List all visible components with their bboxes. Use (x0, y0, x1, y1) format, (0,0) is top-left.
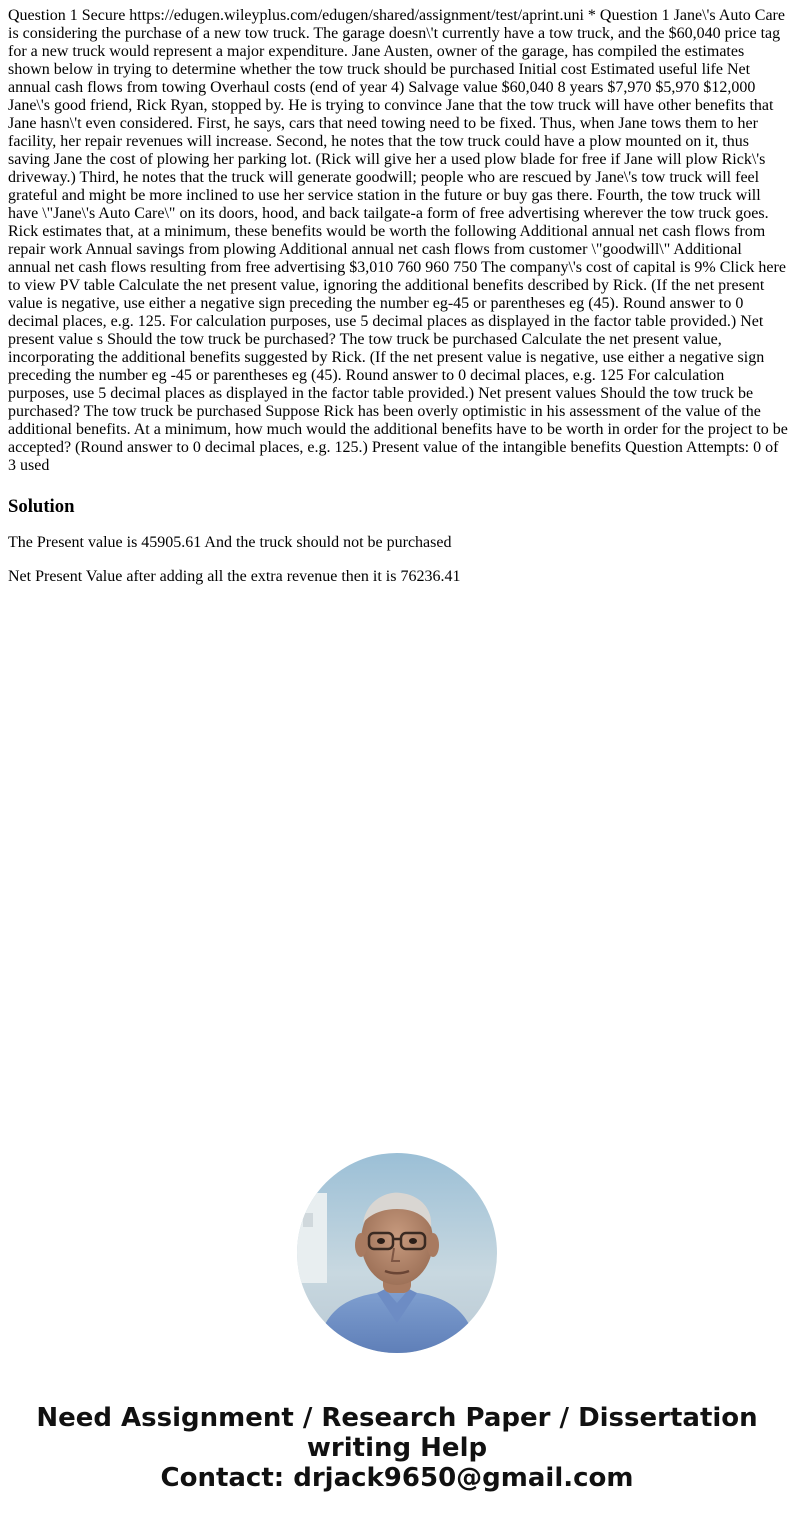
solution-answer-1: The Present value is 45905.61 And the truck should not be purchased (8, 534, 452, 551)
solution-answer-2: Net Present Value after adding all the extra revenue then it is 76236.41 (8, 568, 461, 585)
document-body (8, 7, 788, 586)
solution-heading: Solution (8, 496, 75, 517)
author-photo (297, 1153, 497, 1353)
promo-line-2: writing Help (306, 1433, 488, 1463)
promo-line-1: Need Assignment / Research Paper / Dissertation (36, 1403, 758, 1433)
promo-contact: Contact: drjack9650@gmail.com (160, 1463, 634, 1493)
author-avatar (297, 1153, 497, 1353)
promo-banner (0, 1403, 794, 1493)
question-text: Question 1 Secure https://edugen.wileyplus.com/edugen/shared/assignment/test/aprint.uni * Question 1 Jane\'s Auto Care is considering the purchase of a new tow truck. The garage doesn\'t currently have a tow truck, and the $60,040 price tag for a new truck would represent a major expenditure. Jane Austen, owner of the garage, has compiled the estimates shown below in trying to determine whether the tow truck should be purchased Initial cost Estimated useful life Net annual cash flows from towing Overhaul costs (end of year 4) Salvage value $60,040 8 years $7,970 $5,970 $12,000 Jane\'s good friend, Rick Ryan, stopped by. He is trying to convince Jane that the tow truck will have other benefits that Jane hasn\'t even considered. First, he says, cars that need towing need to be fixed. Thus, when Jane tows them to her facility, her repair revenues will increase. Second, he notes that the tow truck could have a plow mounted on it, thus saving Jane the cost of plowing her parking lot. (Rick will give her a used plow blade for free if Jane will plow Rick\'s driveway.) Third, he notes that the truck will generate goodwill; people who are rescued by Jane\'s tow truck will feel grateful and might be more inclined to use her service station in the future or buy gas there. Fourth, the tow truck will have \"Jane\'s Auto Care\" on its doors, hood, and back tailgate-a form of free advertising wherever the tow truck goes. Rick estimates that, at a minimum, these benefits would be worth the following Additional annual net cash flows from repair work Annual savings from plowing Additional annual net cash flows from customer \"goodwill\" Additional annual net cash flows resulting from free advertising $3,010 760 960 750 The company\'s cost of capital is 9% Click here to view PV table Calculate the net present value, ignoring the additional benefits described by Rick. (If the net present value is negative, use either a negative sign preceding the number eg-45 or parentheses eg (45). Round answer to 0 decimal places, e.g. 125. For calculation purposes, use 5 decimal places as displayed in the factor table provided.) Net present value s Should the tow truck be purchased? The tow truck be purchased Calculate the net present value, incorporating the additional benefits suggested by Rick. (If the net present value is negative, use either a negative sign preceding the number eg -45 or parentheses eg (45). Round answer to 0 decimal places, e.g. 125 For calculation purposes, use 5 decimal places as displayed in the factor table provided.) Net present values Should the tow truck be purchased? The tow truck be purchased Suppose Rick has been overly optimistic in his assessment of the value of the additional benefits. At a minimum, how much would the additional benefits have to be worth in order for the project to be accepted? (Round answer to 0 decimal places, e.g. 125.) Present value of the intangible benefits Question Attempts: 0 of 3 used (8, 7, 788, 474)
